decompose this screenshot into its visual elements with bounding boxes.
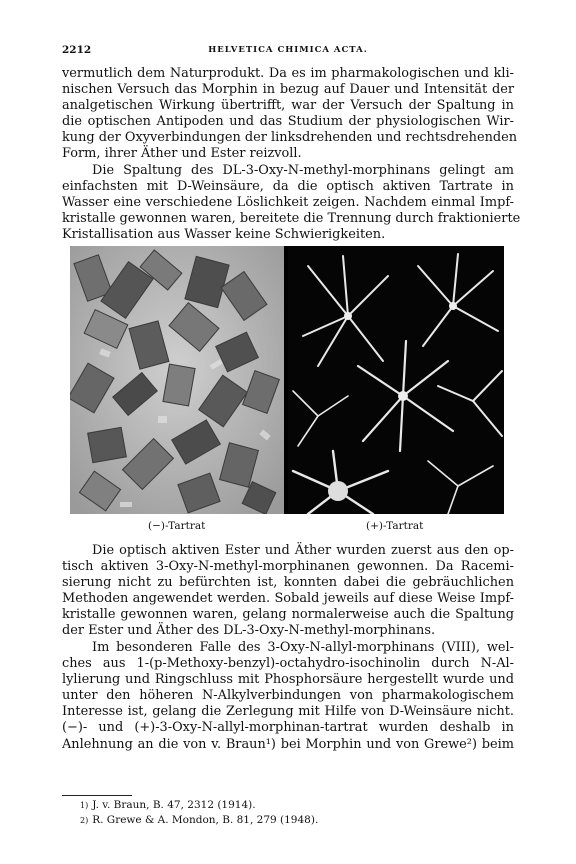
- caption-minus-tartrate: (−)-Tartrat: [148, 520, 206, 532]
- footnote-rule: [62, 795, 132, 796]
- text-line: nischen Versuch das Morphin in bezug auf Dauer und Intensität der: [62, 82, 514, 98]
- paragraph-4: [62, 640, 514, 753]
- plus-tartrate-photo: [288, 246, 504, 514]
- text-line: Wasser eine verschiedene Löslichkeit zeigen. Nachdem einmal Impf-: [62, 195, 514, 211]
- footnote-text: J. v. Braun, B. 47, 2312 (1914).: [92, 799, 256, 811]
- footnotes: [80, 798, 318, 828]
- paragraph-2: [62, 163, 521, 243]
- minus-tartrate-photo: [70, 246, 284, 514]
- page-number: 2212: [62, 44, 92, 56]
- caption-plus-tartrate: (+)-Tartrat: [366, 520, 424, 532]
- text-line: Interesse ist, gelang die Zerlegung mit Hilfe von D-Weinsäure nicht.: [62, 704, 514, 720]
- text-line: lylierung und Ringschluss mit Phosphorsäure hergestellt wurde und: [62, 672, 514, 688]
- text-line: tisch aktiven 3-Oxy-N-methyl-morphinanen gewonnen. Da Racemi-: [62, 559, 514, 575]
- footnote-1: [80, 798, 318, 813]
- text-line: Form, ihrer Äther und Ester reizvoll.: [62, 146, 302, 162]
- text-line: der Ester und Äther des DL-3-Oxy-N-methyl-morphinans.: [62, 623, 436, 639]
- text-line: Kristallisation aus Wasser keine Schwierigkeiten.: [62, 227, 386, 243]
- page-header: [62, 44, 514, 60]
- text-line: kristalle gewonnen waren, bereitete die Trennung durch fraktionierte: [62, 211, 521, 227]
- footnote-2: [80, 813, 318, 828]
- footnote-text: R. Grewe & A. Mondon, B. 81, 279 (1948).: [92, 814, 319, 826]
- text-line: Methoden angewendet werden. Sobald jeweils auf diese Weise Impf-: [62, 591, 514, 607]
- text-line: unter den höheren N-Alkylverbindungen von pharmakologischem: [62, 688, 514, 704]
- text-line: Die optisch aktiven Ester und Äther wurden zuerst aus den op-: [92, 543, 514, 558]
- journal-title: HELVETICA CHIMICA ACTA.: [208, 45, 368, 55]
- text-line: ches aus 1-(p-Methoxy-benzyl)-octahydro-isochinolin durch N-Al-: [62, 656, 514, 672]
- text-line: sierung nicht zu befürchten ist, konnten dabei die gebräuchlichen: [62, 575, 514, 591]
- paragraph-1: [62, 66, 518, 163]
- text-line: vermutlich dem Naturprodukt. Da es im pharmakologischen und kli-: [62, 66, 514, 81]
- text-line: (−)- und (+)-3-Oxy-N-allyl-morphinan-tartrat wurden deshalb in: [62, 720, 514, 736]
- text-line: einfachsten mit D-Weinsäure, da die optisch aktiven Tartrate in: [62, 179, 514, 195]
- text-line: Die Spaltung des DL-3-Oxy-N-methyl-morphinans gelingt am: [92, 163, 514, 178]
- text-line: die optischen Antipoden und das Studium der physiologischen Wir-: [62, 114, 514, 130]
- text-line: kristalle gewonnen waren, gelang normalerweise auch die Spaltung: [62, 607, 514, 623]
- text-line: Anlehnung an die von v. Braun¹) bei Morphin und von Grewe²) beim: [62, 736, 514, 752]
- footnote-marker: 2): [80, 816, 89, 825]
- text-line: kung der Oxyverbindungen der linksdrehenden und rechtsdrehenden: [62, 130, 518, 146]
- footnote-marker: 1): [80, 801, 89, 810]
- text-line: analgetischen Wirkung übertrifft, war der Versuch der Spaltung in: [62, 98, 514, 114]
- text-line: Im besonderen Falle des 3-Oxy-N-allyl-morphinans (VIII), wel-: [92, 640, 514, 655]
- paragraph-3: [62, 543, 514, 640]
- crystal-photographs: [70, 246, 504, 514]
